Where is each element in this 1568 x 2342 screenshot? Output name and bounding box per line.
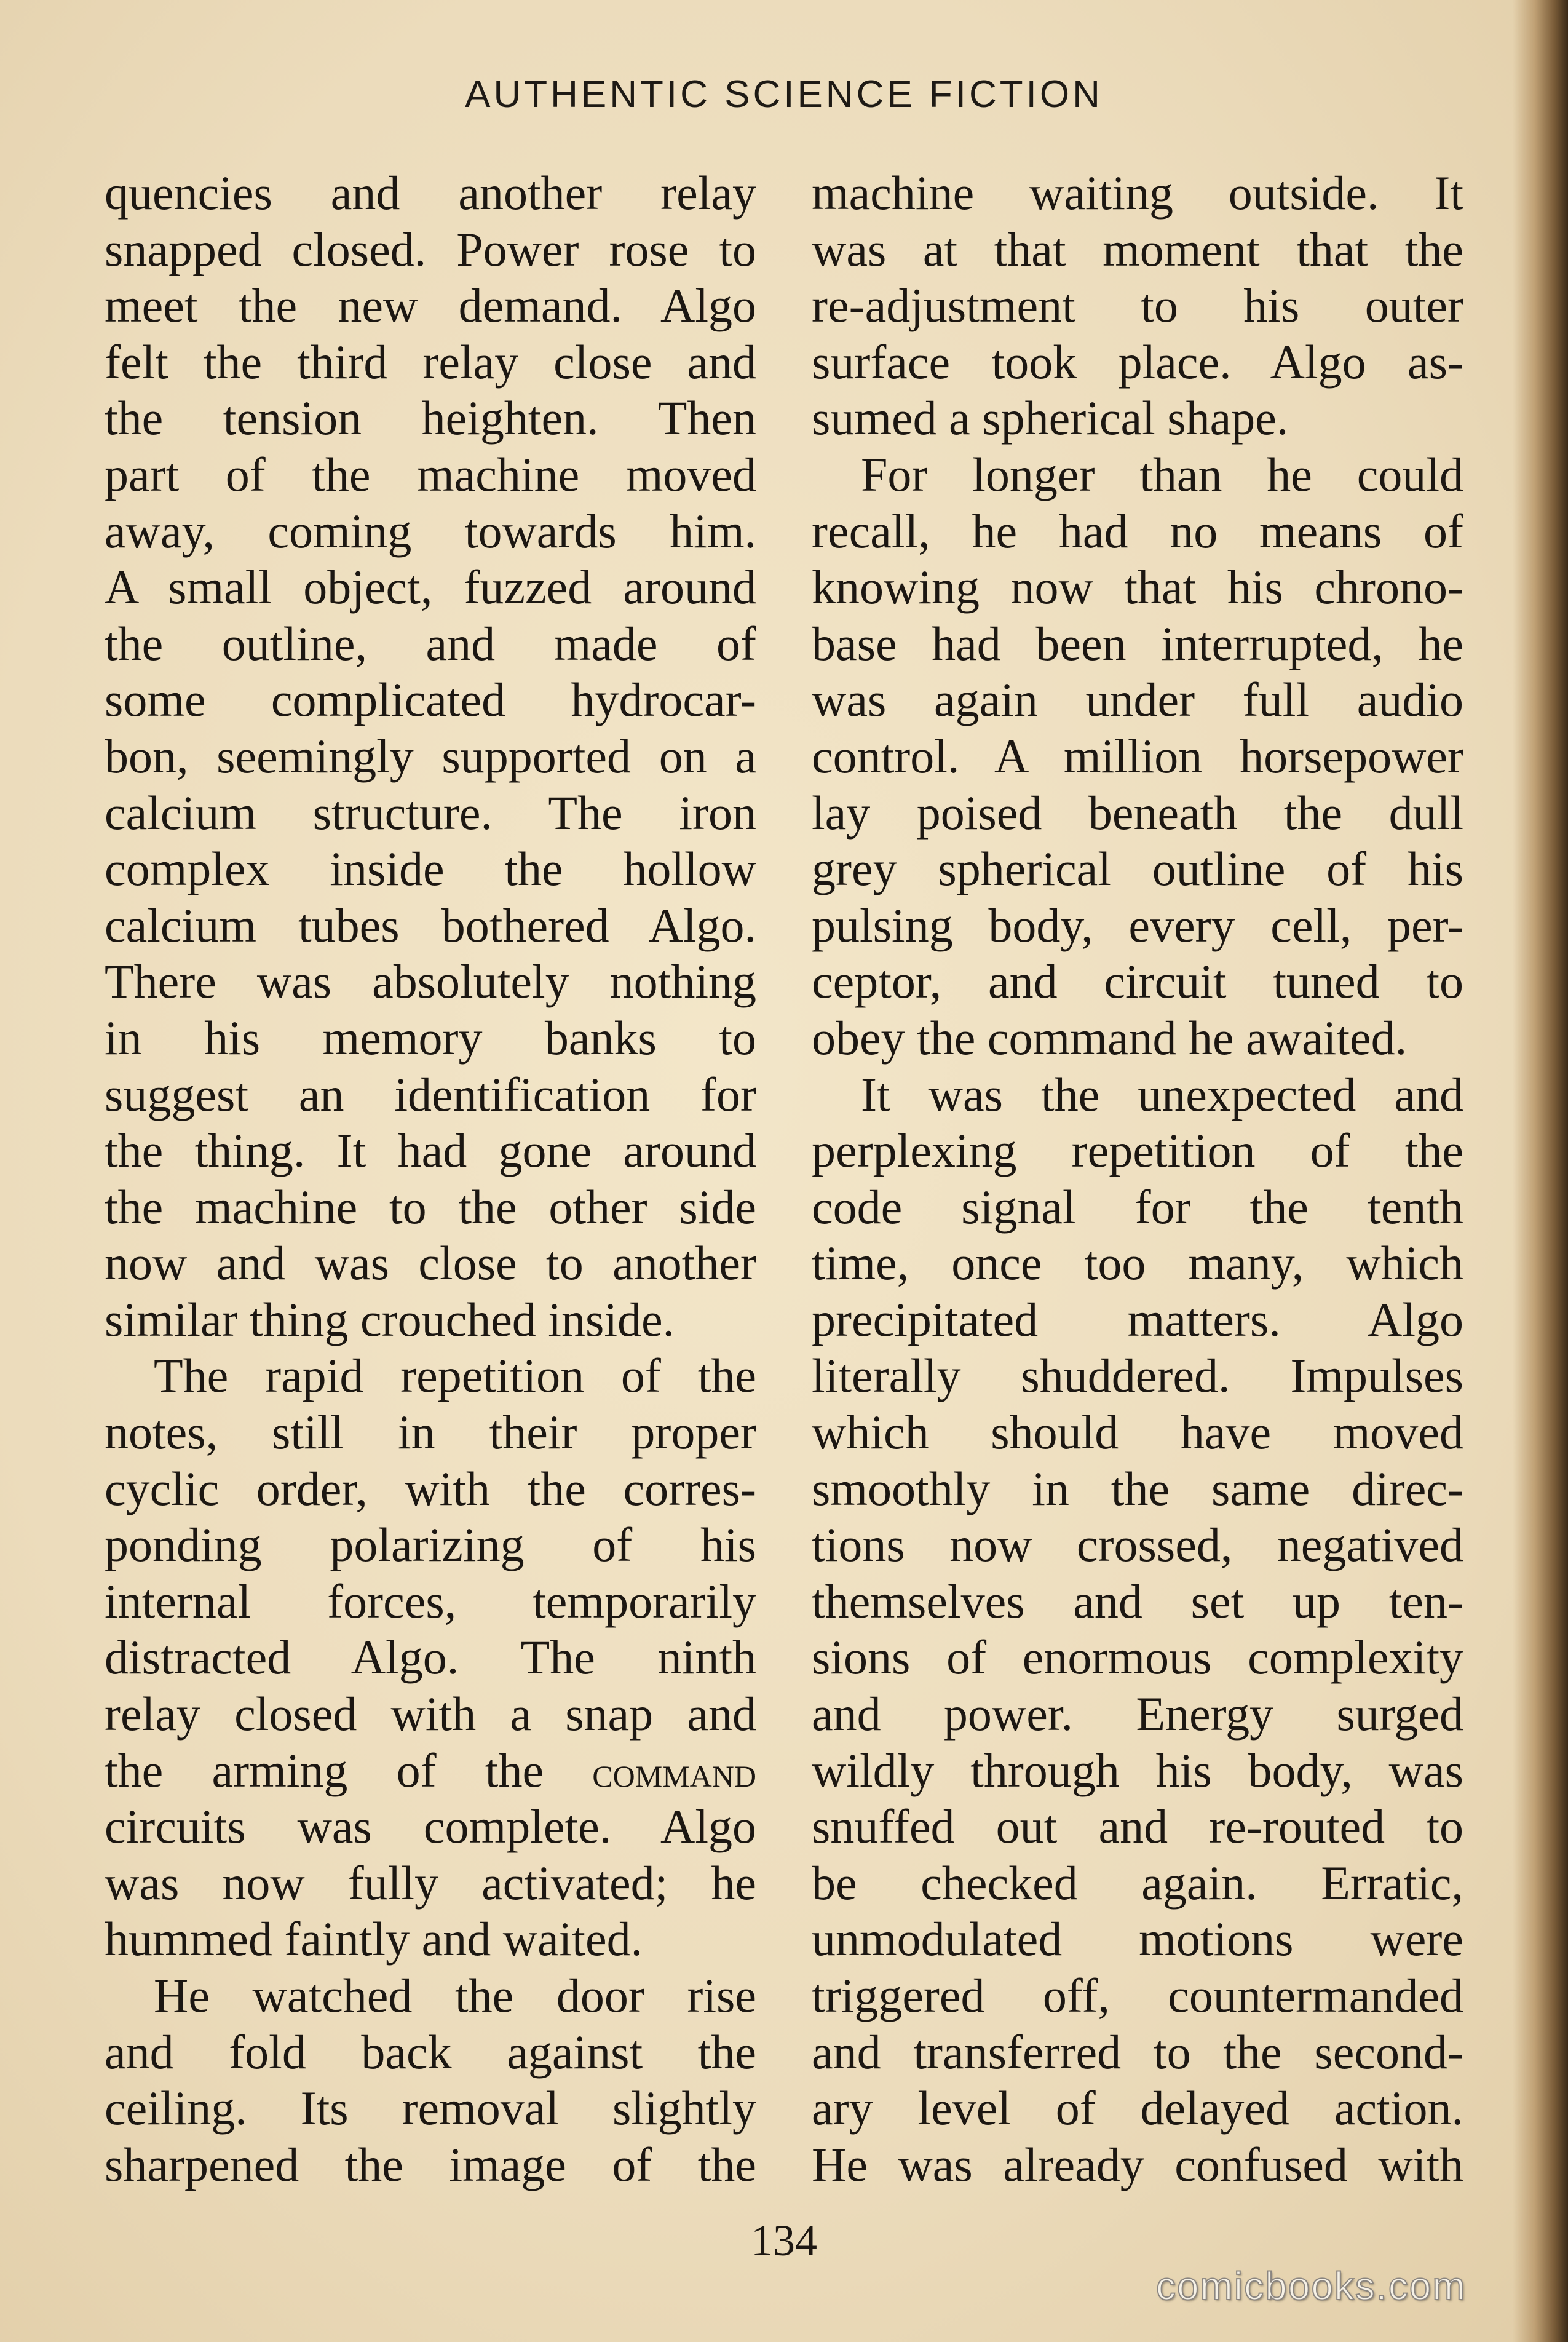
text-line: perplexing repetition of the: [812, 1124, 1463, 1178]
text-line: lay poised beneath the dull: [812, 785, 1463, 840]
text-line: suggest an identification for: [105, 1067, 756, 1121]
running-header: AUTHENTIC SCIENCE FICTION: [465, 73, 1103, 116]
text-line: ary level of delayed action.: [812, 2081, 1463, 2135]
text-line: unmodulated motions were: [812, 1912, 1463, 1966]
text-line: complex inside the hollow: [105, 842, 756, 896]
text-line: ceiling. Its removal slightly: [105, 2081, 756, 2135]
text-line: relay closed with a snap and: [105, 1687, 756, 1741]
text-line: the arming of the command: [105, 1743, 756, 1797]
text-line: The rapid repetition of the: [154, 1349, 756, 1403]
right-text-column: [812, 165, 1463, 2193]
text-line: notes, still in their proper: [105, 1405, 756, 1459]
watermark-logo: comicbooks.com: [1156, 2264, 1467, 2308]
text-line: triggered off, countermanded: [812, 1969, 1463, 2022]
text-line: sharpened the image of the: [105, 2137, 756, 2191]
text-line: tions now crossed, negatived: [812, 1518, 1463, 1572]
text-line: knowing now that his chrono-: [812, 560, 1463, 614]
text-line: literally shuddered. Impulses: [812, 1349, 1463, 1403]
text-line: in his memory banks to: [105, 1010, 756, 1065]
text-line: internal forces, temporarily: [105, 1574, 756, 1628]
text-line: some complicated hydrocar-: [105, 673, 756, 727]
text-line: similar thing crouched inside.: [105, 1292, 675, 1346]
text-line: snapped closed. Power rose to: [105, 222, 756, 276]
text-line: ponding polarizing of his: [105, 1518, 756, 1572]
text-line: the tension heighten. Then: [105, 391, 756, 445]
text-line: base had been interrupted, he: [812, 616, 1463, 670]
text-line: circuits was complete. Algo: [105, 1800, 756, 1854]
text-line: the outline, and made of: [105, 616, 756, 670]
text-line: He was already confused with: [812, 2137, 1463, 2191]
text-line: which should have moved: [812, 1405, 1463, 1459]
text-line: felt the third relay close and: [105, 335, 756, 389]
text-line: bon, seemingly supported on a: [105, 729, 756, 783]
text-line: time, once too many, which: [812, 1236, 1463, 1290]
text-line: code signal for the tenth: [812, 1180, 1463, 1234]
text-line: recall, he had no means of: [812, 504, 1463, 558]
text-line: distracted Algo. The ninth: [105, 1630, 756, 1685]
page-number: 134: [751, 2216, 817, 2265]
text-line: obey the command he awaited.: [812, 1010, 1408, 1065]
text-line: machine waiting outside. It: [812, 166, 1463, 220]
text-line: He watched the door rise: [154, 1969, 756, 2022]
text-line: part of the machine moved: [105, 447, 756, 501]
text-line: For longer than he could: [861, 447, 1463, 501]
text-line: was at that moment that the: [812, 222, 1463, 276]
text-line: calcium structure. The iron: [105, 785, 756, 840]
text-line: grey spherical outline of his: [812, 842, 1463, 896]
text-line: the machine to the other side: [105, 1180, 756, 1234]
text-line: cyclic order, with the corres-: [105, 1461, 756, 1515]
text-line: and power. Energy surged: [812, 1687, 1463, 1741]
book-spine-shadow: [1513, 0, 1568, 2342]
text-line: the thing. It had gone around: [105, 1124, 756, 1178]
text-line: re-adjustment to his outer: [812, 279, 1463, 333]
text-line: meet the new demand. Algo: [105, 279, 756, 333]
left-text-column: [105, 165, 756, 2193]
text-line: ceptor, and circuit tuned to: [812, 955, 1463, 1009]
text-line: was again under full audio: [812, 673, 1463, 727]
text-line: snuffed out and re-routed to: [812, 1800, 1463, 1854]
text-line: sumed a spherical shape.: [812, 391, 1289, 445]
text-line: control. A million horsepower: [812, 729, 1463, 783]
text-line: sions of enormous complexity: [812, 1630, 1463, 1685]
text-line: It was the unexpected and: [861, 1067, 1463, 1121]
text-line: now and was close to another: [105, 1236, 756, 1290]
text-line: precipitated matters. Algo: [812, 1292, 1463, 1346]
text-line: smoothly in the same direc-: [812, 1461, 1463, 1515]
text-line: hummed faintly and waited.: [105, 1912, 643, 1966]
text-line: quencies and another relay: [105, 166, 756, 220]
text-line: was now fully activated; he: [105, 1856, 756, 1910]
text-line: calcium tubes bothered Algo.: [105, 898, 756, 952]
text-line: A small object, fuzzed around: [105, 560, 756, 614]
text-line: and fold back against the: [105, 2025, 756, 2079]
text-line: pulsing body, every cell, per-: [812, 898, 1463, 952]
text-line: There was absolutely nothing: [105, 955, 756, 1009]
text-line: themselves and set up ten-: [812, 1574, 1463, 1628]
text-line: away, coming towards him.: [105, 504, 756, 558]
text-line: and transferred to the second-: [812, 2025, 1463, 2079]
text-line: wildly through his body, was: [812, 1743, 1463, 1797]
text-line: be checked again. Erratic,: [812, 1856, 1463, 1910]
text-line: surface took place. Algo as-: [812, 335, 1463, 389]
